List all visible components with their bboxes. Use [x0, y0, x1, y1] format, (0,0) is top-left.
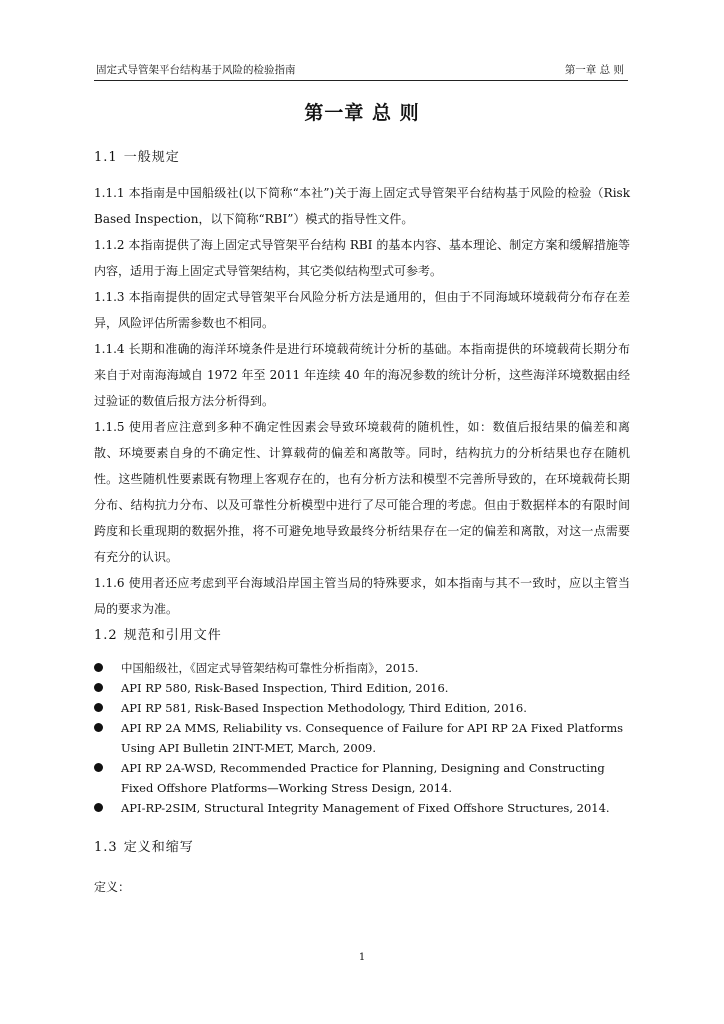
bullet-icon [94, 683, 103, 692]
bullet-icon [94, 703, 103, 712]
definitions-label: 定义： [94, 880, 131, 894]
header-document-title: 固定式导管架平台结构基于风险的检验指南 [96, 64, 296, 76]
list-item [94, 758, 634, 798]
list-item [94, 698, 634, 718]
section-heading-1-3 [94, 836, 194, 855]
section-number: 1.2 [94, 628, 118, 643]
bullet-icon [94, 663, 103, 672]
section-title: 规范和引用文件 [123, 628, 222, 643]
page-number: 1 [358, 952, 366, 963]
reference-text: API-RP-2SIM, Structural Integrity Management of Fixed Offshore Structures, 2014. [121, 801, 610, 815]
reference-list [94, 658, 634, 818]
list-item [94, 798, 634, 818]
section-title: 一般规定 [123, 150, 180, 165]
list-item [94, 718, 634, 758]
section-1-1-body [94, 180, 630, 622]
reference-text: API RP 2A-WSD, Recommended Practice for Planning, Designing and Constructing Fixed Offshore Platforms—Working Stress Design, 2014. [121, 761, 605, 795]
paragraph-1-1-1: 1.1.1 本指南是中国船级社(以下简称“本社”)关于海上固定式导管架平台结构基于风险的检验（Risk Based Inspection，以下简称“RBI”）模式的指导性文件。 [94, 186, 630, 226]
paragraph-1-1-6: 1.1.6 使用者还应考虑到平台海域沿岸国主管当局的特殊要求，如本指南与其不一致时，应以主管当局的要求为准。 [94, 576, 630, 616]
section-heading-1-2 [94, 624, 222, 643]
running-header [94, 62, 628, 81]
paragraph-1-1-2: 1.1.2 本指南提供了海上固定式导管架平台结构 RBI 的基本内容、基本理论、制定方案和缓解措施等内容，适用于海上固定式导管架结构，其它类似结构型式可参考。 [94, 238, 630, 278]
paragraph-1-1-4: 1.1.4 长期和准确的海洋环境条件是进行环境载荷统计分析的基础。本指南提供的环境载荷长期分布来自于对南海海域自 1972 年至 2011 年连续 40 年的海况参数的统计分析，这些海洋环境数据由经过验证的数值后报方法分析得到。 [94, 342, 630, 408]
section-heading-1-1 [94, 146, 180, 165]
paragraph-1-1-5: 1.1.5 使用者应注意到多种不确定性因素会导致环境载荷的随机性，如：数值后报结果的偏差和离散、环境要素自身的不确定性、计算载荷的偏差和离散等。同时，结构抗力的分析结果也存在随机性。这些随机性要素既有物理上客观存在的，也有分析方法和模型不完善所导致的，在环境载荷长期分布、结构抗力分布、以及可靠性分析模型中进行了尽可能合理的考虑。但由于数据样本的有限时间跨度和长重现期的数据外推，将不可避免地导致最终分析结果存在一定的偏差和离散，对这一点需要有充分的认识。 [94, 420, 630, 564]
section-title: 定义和缩写 [123, 840, 194, 855]
reference-text: 中国船级社，《固定式导管架结构可靠性分析指南》，2015. [121, 661, 419, 675]
list-item [94, 658, 634, 678]
list-item [94, 678, 634, 698]
reference-text: API RP 581, Risk-Based Inspection Methodology, Third Edition, 2016. [121, 701, 527, 715]
header-chapter-label: 第一章 总 则 [564, 64, 624, 76]
section-number: 1.1 [94, 150, 118, 165]
paragraph-1-1-3: 1.1.3 本指南提供的固定式导管架平台风险分析方法是通用的，但由于不同海域环境载荷分布存在差异，风险评估所需参数也不相同。 [94, 290, 630, 330]
bullet-icon [94, 763, 103, 772]
chapter-title: 第一章 总 则 [304, 102, 420, 124]
reference-text: API RP 580, Risk-Based Inspection, Third Edition, 2016. [121, 681, 449, 695]
reference-text: API RP 2A MMS, Reliability vs. Consequence of Failure for API RP 2A Fixed Platforms Using API Bulletin 2INT-MET, March, 2009. [121, 721, 624, 755]
section-number: 1.3 [94, 840, 118, 855]
bullet-icon [94, 723, 103, 732]
bullet-icon [94, 803, 103, 812]
